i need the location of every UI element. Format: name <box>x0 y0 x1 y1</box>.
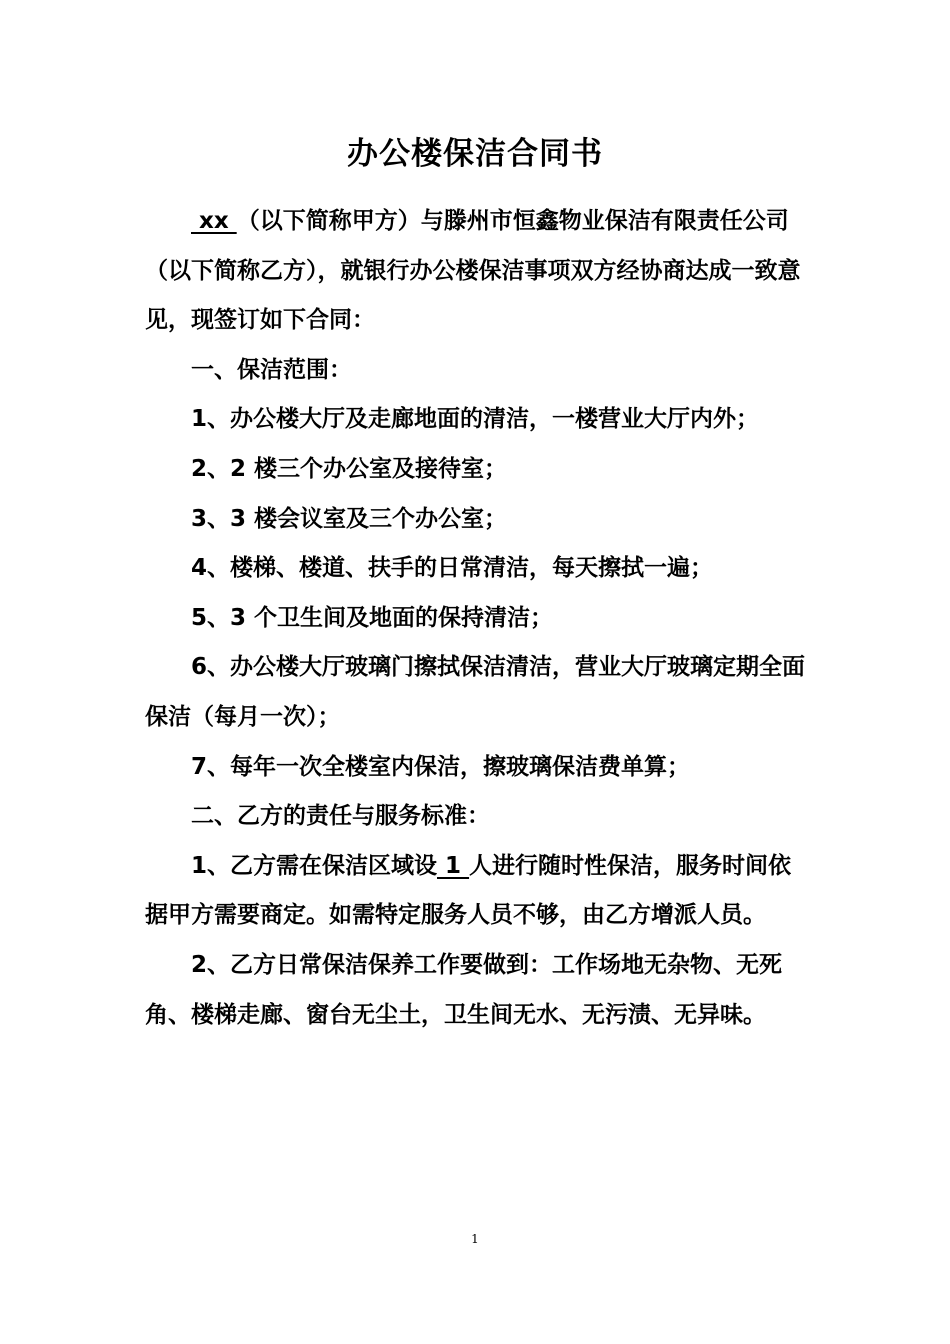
section-1-item-3: 3、3 楼会议室及三个办公室； <box>191 505 508 532</box>
staff-count-field: 1 <box>437 852 470 879</box>
section-1-heading: 一、保洁范围： <box>191 356 352 383</box>
section-2-item-1-suffix: 人进行随时性保洁，服务时间依据甲方需要商定。如需特定服务人员不够，由乙方增派人员。 <box>145 852 792 929</box>
section-2-item-1 <box>145 842 813 941</box>
party-a-name-field: xx <box>191 208 237 234</box>
section-1-item-2: 2、2 楼三个办公室及接待室； <box>191 455 508 482</box>
intro-paragraph <box>145 197 813 346</box>
document-body <box>145 197 813 1040</box>
section-2-item-1-prefix: 1、乙方需在保洁区域设 <box>191 852 438 879</box>
section-1-item-6: 6、办公楼大厅玻璃门擦拭保洁清洁，营业大厅玻璃定期全面保洁（每月一次）； <box>145 654 806 730</box>
section-1-item-4: 4、楼梯、楼道、扶手的日常清洁，每天擦拭一遍； <box>191 555 714 582</box>
intro-text: （以下简称甲方）与滕州市恒鑫物业保洁有限责任公司（以下简称乙方），就银行办公楼保洁事项双方经协商达成一致意见，现签订如下合同： <box>145 208 801 334</box>
section-1-item-5: 5、3 个卫生间及地面的保持清洁； <box>191 604 554 631</box>
section-1-item-1: 1、办公楼大厅及走廊地面的清洁，一楼营业大厅内外； <box>191 406 760 433</box>
section-1-item-7: 7、每年一次全楼室内保洁，擦玻璃保洁费单算； <box>191 753 691 780</box>
section-2-heading: 二、乙方的责任与服务标准： <box>191 803 490 830</box>
page-number: 1 <box>471 1232 479 1246</box>
document-title: 办公楼保洁合同书 <box>347 136 603 172</box>
section-2-item-2: 2、乙方日常保洁保养工作要做到：工作场地无杂物、无死角、楼梯走廊、窗台无尘土，卫生间无水、无污渍、无异味。 <box>145 951 783 1028</box>
